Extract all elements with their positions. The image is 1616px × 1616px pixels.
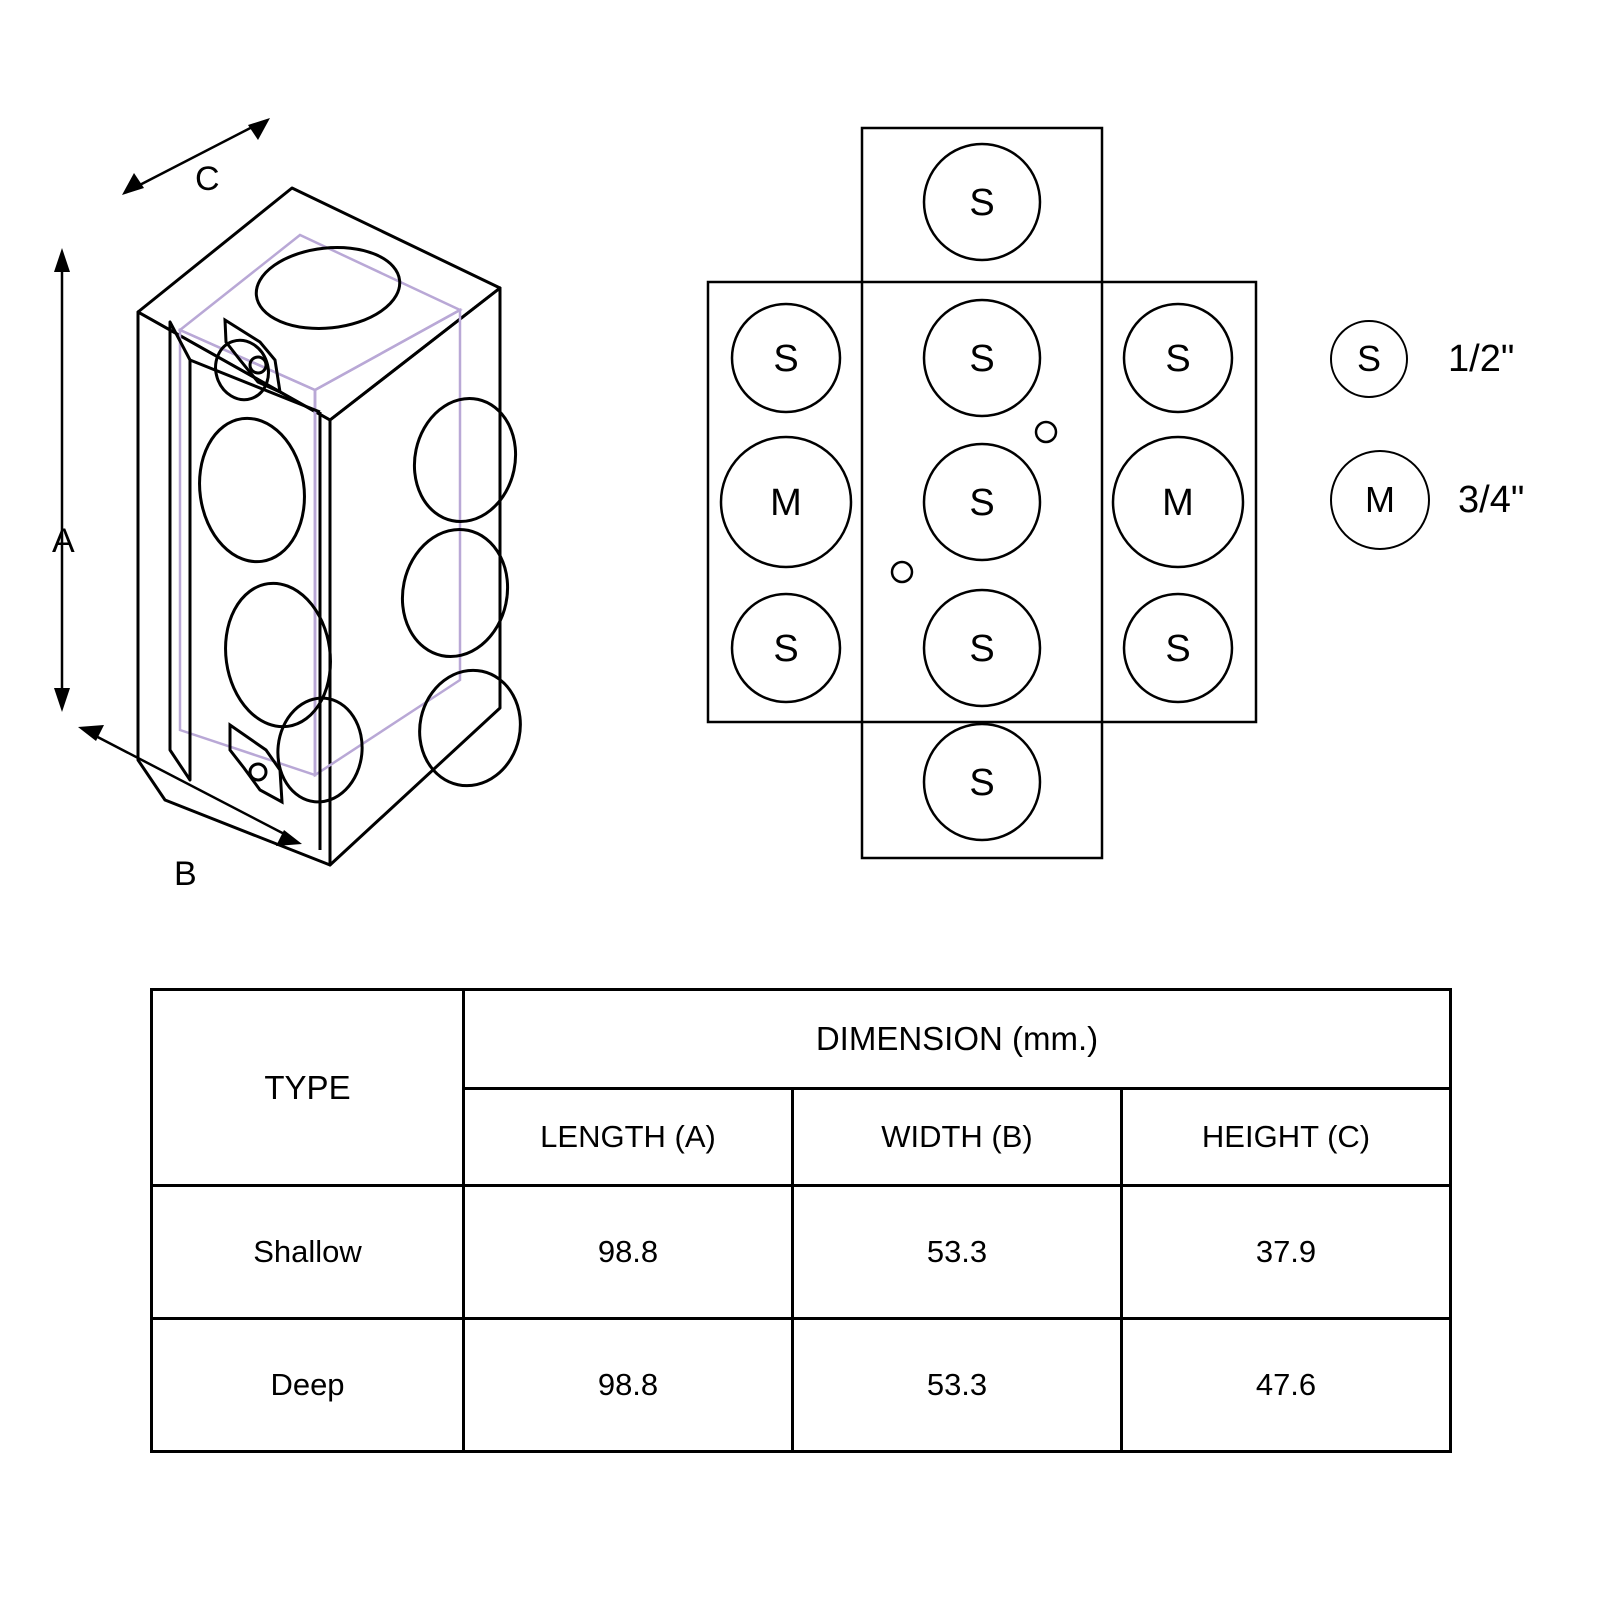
- dimension-line-A: [54, 248, 70, 712]
- row-shallow-length: 98.8: [464, 1186, 793, 1319]
- size-legend: [1330, 320, 1590, 570]
- row-shallow-type: Shallow: [152, 1186, 464, 1319]
- row-deep-width: 53.3: [793, 1319, 1122, 1452]
- row-deep-height: 47.6: [1122, 1319, 1451, 1452]
- knockout-right-1: [403, 389, 527, 531]
- knockout-center-3-label: S: [969, 628, 995, 670]
- knockout-center-1-label: S: [969, 338, 995, 380]
- knockout-bottom-label: S: [969, 762, 995, 804]
- table-header-type: TYPE: [152, 990, 464, 1186]
- table-row: [152, 1186, 1451, 1319]
- knockout-front-1: [190, 411, 313, 568]
- legend-size-m: 3/4": [1458, 478, 1525, 521]
- knockout-group-right: [1113, 304, 1243, 702]
- knockout-group-left: [721, 304, 851, 702]
- dimension-label-C: C: [195, 160, 220, 198]
- legend-symbol-m: M: [1330, 450, 1430, 550]
- knockout-group-bottom: [924, 724, 1040, 840]
- knockout-top-label: S: [969, 182, 995, 224]
- knockout-left-3-label: S: [773, 628, 799, 670]
- knockout-layout-diagram: [690, 110, 1270, 880]
- isometric-view: [30, 60, 590, 893]
- legend-item-s: [1330, 320, 1514, 398]
- knockout-right-3-label: S: [1165, 628, 1191, 670]
- knockout-group-top: [924, 144, 1040, 260]
- legend-item-m: [1330, 450, 1524, 550]
- knockout-left-1-label: S: [773, 338, 799, 380]
- table-header-row-1: [152, 990, 1451, 1089]
- row-deep-type: Deep: [152, 1319, 464, 1452]
- knockout-right-2-label: M: [1162, 482, 1194, 524]
- row-shallow-height: 37.9: [1122, 1186, 1451, 1319]
- dimension-label-A: A: [52, 522, 75, 560]
- mounting-hole-lower: [892, 562, 912, 582]
- box-front-face: [138, 312, 330, 865]
- table-header-dimension: DIMENSION (mm.): [464, 990, 1451, 1089]
- table-row: [152, 1319, 1451, 1452]
- legend-size-s: 1/2": [1448, 337, 1515, 380]
- table-header-height: HEIGHT (C): [1122, 1089, 1451, 1186]
- knockout-right-1-label: S: [1165, 338, 1191, 380]
- row-shallow-width: 53.3: [793, 1186, 1122, 1319]
- table-header-length: LENGTH (A): [464, 1089, 793, 1186]
- mounting-hole-upper: [1036, 422, 1056, 442]
- row-deep-length: 98.8: [464, 1319, 793, 1452]
- knockout-left-2-label: M: [770, 482, 802, 524]
- table-header-width: WIDTH (B): [793, 1089, 1122, 1186]
- mounting-ear-top: [225, 320, 280, 392]
- knockout-center-2-label: S: [969, 482, 995, 524]
- dimension-table: [150, 988, 1452, 1453]
- legend-symbol-s: S: [1330, 320, 1408, 398]
- dimension-label-B: B: [174, 855, 197, 893]
- knockout-group-center: [892, 300, 1056, 706]
